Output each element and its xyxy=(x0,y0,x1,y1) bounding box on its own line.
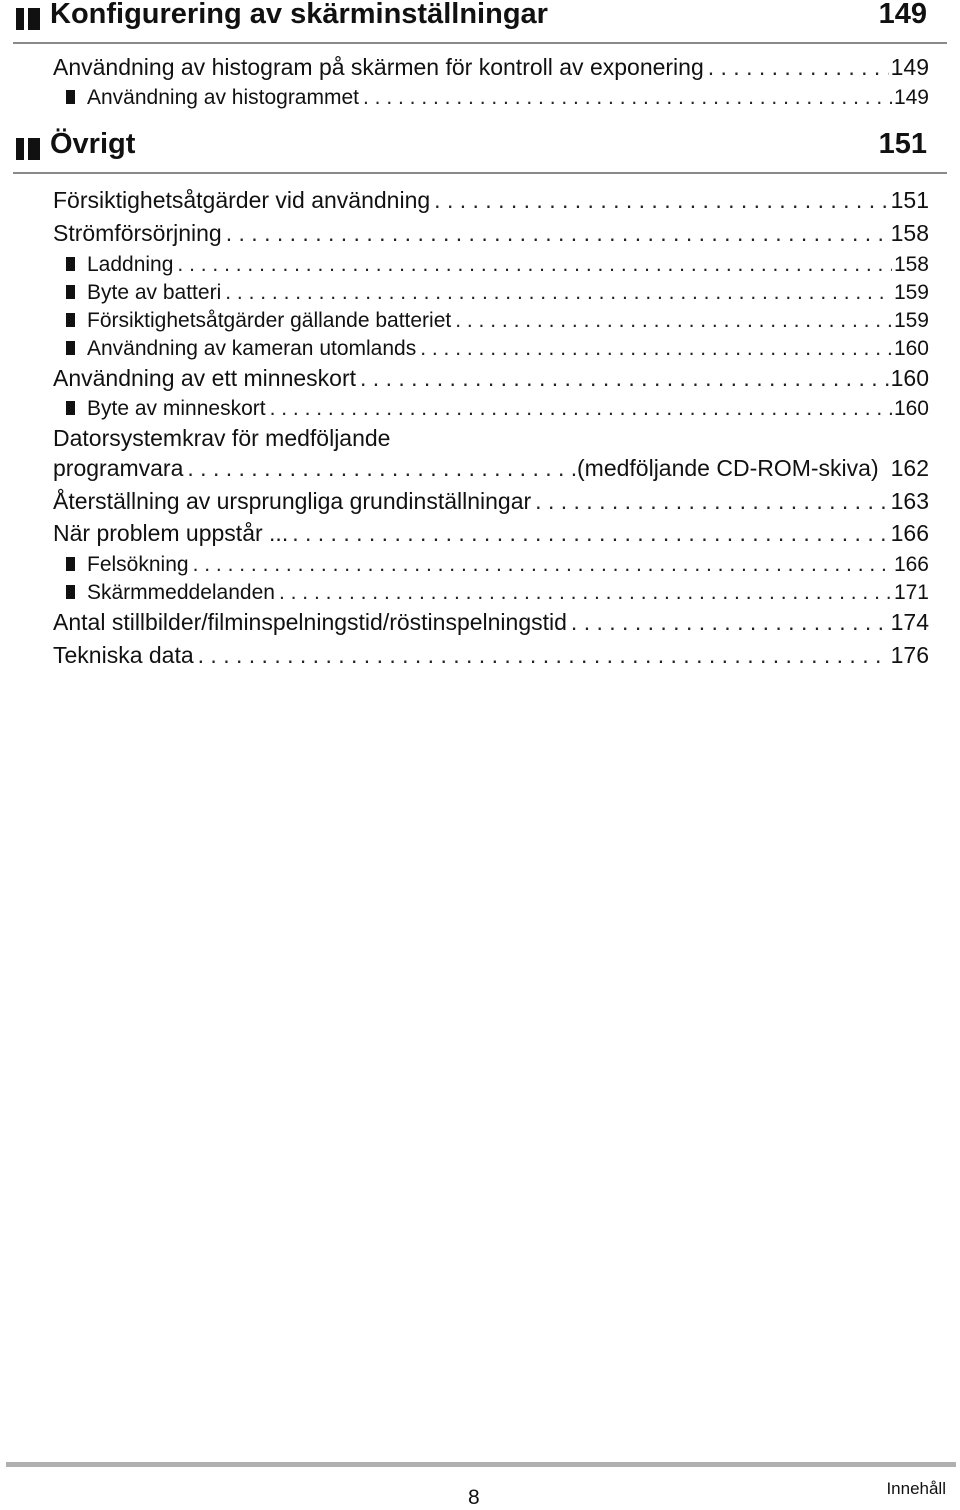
toc-subentry[interactable] xyxy=(66,581,929,605)
footer-page-number: 8 xyxy=(468,1486,480,1509)
bullet-square-icon xyxy=(66,313,75,327)
toc-entry-page: 171 xyxy=(893,581,929,604)
section-title: Övrigt xyxy=(50,128,136,160)
section-heading[interactable] xyxy=(13,128,947,174)
toc-entry-label: Laddning xyxy=(87,253,174,276)
toc-leader-dots xyxy=(356,365,889,392)
toc-leader-dots xyxy=(266,397,892,421)
toc-subentry[interactable] xyxy=(66,337,929,361)
toc-entry-label: Försiktighetsåtgärder gällande batteriet xyxy=(87,309,452,332)
bullet-square-icon xyxy=(66,557,75,571)
toc-leader-dots xyxy=(704,54,889,81)
toc-leader-dots xyxy=(288,520,888,547)
footer-divider xyxy=(6,1462,956,1467)
toc-entry-label: Försiktighetsåtgärder vid användning xyxy=(53,187,431,213)
toc-entry-page: 166 xyxy=(893,553,929,576)
toc-entry[interactable] xyxy=(53,642,929,669)
toc-entry-label: Tekniska data xyxy=(53,642,194,668)
toc-leader-dots xyxy=(183,455,577,482)
toc-leader-dots xyxy=(189,553,892,577)
toc-entry-page: 159 xyxy=(893,309,929,332)
toc-entry-page: 149 xyxy=(890,54,929,80)
toc-entry-page: 160 xyxy=(890,365,929,391)
toc-leader-dots xyxy=(173,253,892,277)
toc-leader-dots xyxy=(194,642,889,669)
toc-entry-label: Strömförsörjning xyxy=(53,220,222,246)
bullet-square-icon xyxy=(66,341,75,355)
toc-entry-label: När problem uppstår ... xyxy=(53,520,289,546)
toc-leader-dots xyxy=(451,309,892,333)
bullet-square-icon xyxy=(66,585,75,599)
toc-entry-label: Skärmmeddelanden xyxy=(87,581,275,604)
toc-entry-page: 162 xyxy=(890,455,929,481)
toc-entry-page: 176 xyxy=(890,642,929,668)
toc-entry-page: 160 xyxy=(893,397,929,420)
toc-leader-dots xyxy=(359,86,892,110)
toc-entry-suffix: (medföljande CD-ROM-skiva) xyxy=(577,455,879,481)
section-page-number: 151 xyxy=(878,128,927,160)
bullet-square-icon xyxy=(66,90,75,104)
toc-leader-dots xyxy=(416,337,892,361)
toc-entry[interactable] xyxy=(53,187,929,214)
toc-subentry[interactable] xyxy=(66,281,929,305)
toc-entry[interactable] xyxy=(53,365,929,392)
section-heading[interactable] xyxy=(13,0,947,44)
toc-entry-label: Byte av minneskort xyxy=(87,397,266,420)
toc-entry-label: Felsökning xyxy=(87,553,189,576)
bullet-square-icon xyxy=(66,285,75,299)
toc-entry-page: 163 xyxy=(890,488,929,514)
toc-entry-label: Användning av histogram på skärmen för kontroll av exponering xyxy=(53,54,704,80)
toc-entry-page: 159 xyxy=(893,281,929,304)
section-marker-icon xyxy=(16,8,40,30)
toc-entry-page: 149 xyxy=(893,86,929,109)
toc-entry-label: Byte av batteri xyxy=(87,281,222,304)
toc-entry[interactable] xyxy=(53,220,929,247)
toc-subentry[interactable] xyxy=(66,253,929,277)
toc-entry-page: 166 xyxy=(890,520,929,546)
toc-subentry[interactable] xyxy=(66,397,929,421)
toc-leader-dots xyxy=(222,220,889,247)
toc-entry-page: 151 xyxy=(890,187,929,213)
toc-entry-label: programvara xyxy=(53,455,184,481)
section-title: Konfigurering av skärminställningar xyxy=(50,0,548,30)
toc-leader-dots xyxy=(275,581,892,605)
toc-leader-dots xyxy=(221,281,892,305)
toc-subentry[interactable] xyxy=(66,553,929,577)
toc-entry-page: 158 xyxy=(890,220,929,246)
toc-leader-dots xyxy=(567,609,889,636)
toc-entry[interactable] xyxy=(53,54,929,81)
toc-entry-line2[interactable] xyxy=(53,455,929,482)
bullet-square-icon xyxy=(66,401,75,415)
section-page-number: 149 xyxy=(878,0,927,30)
toc-entry-page: 174 xyxy=(890,609,929,635)
toc-entry-page: 158 xyxy=(893,253,929,276)
bullet-square-icon xyxy=(66,257,75,271)
toc-subentry[interactable] xyxy=(66,86,929,110)
toc-entry-line1[interactable] xyxy=(53,425,929,452)
toc-entry-label: Återställning av ursprungliga grundinställningar xyxy=(53,488,532,514)
toc-leader-dots xyxy=(531,488,888,515)
toc-entry-label: Användning av histogrammet xyxy=(87,86,359,109)
toc-entry-label: Användning av ett minneskort xyxy=(53,365,357,391)
toc-entry[interactable] xyxy=(53,609,929,636)
toc-entry-label: Användning av kameran utomlands xyxy=(87,337,417,360)
section-marker-icon xyxy=(16,138,40,160)
toc-entry[interactable] xyxy=(53,520,929,547)
toc-leader-dots xyxy=(430,187,888,214)
toc-subentry[interactable] xyxy=(66,309,929,333)
toc-entry-label: Antal stillbilder/filminspelningstid/röstinspelningstid xyxy=(53,609,567,635)
toc-entry-page: 160 xyxy=(893,337,929,360)
toc-entry[interactable] xyxy=(53,488,929,515)
footer-section-link[interactable]: Innehåll xyxy=(886,1479,946,1498)
toc-entry-label: Datorsystemkrav för medföljande xyxy=(53,425,391,451)
